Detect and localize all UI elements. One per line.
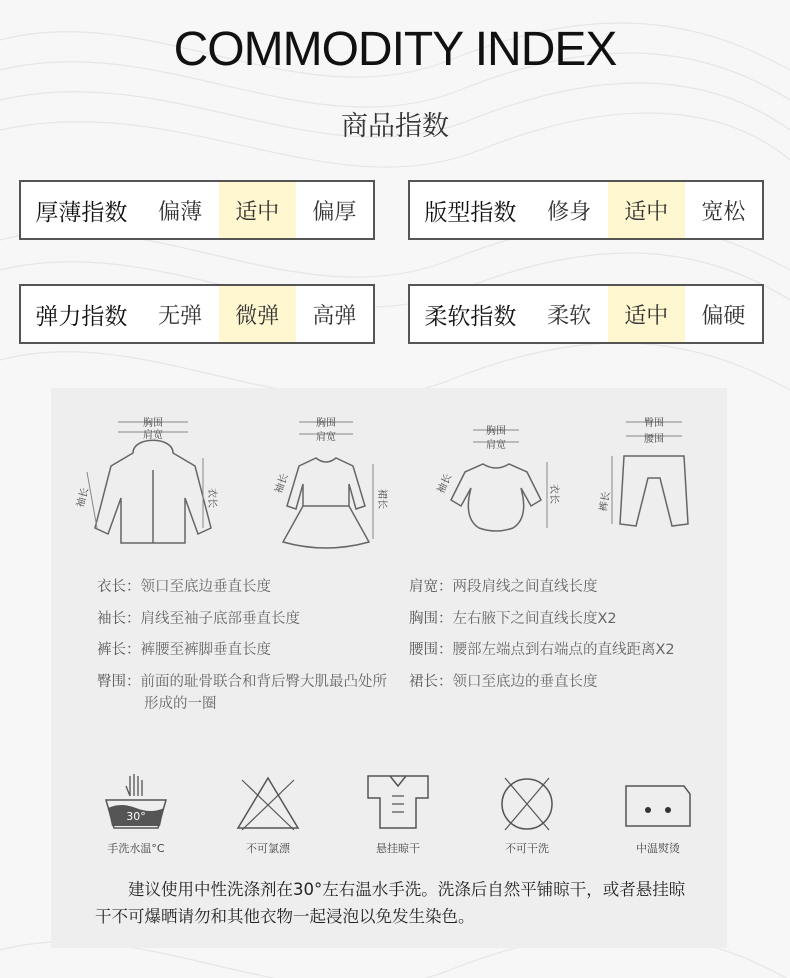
care-no-dry-clean	[472, 770, 582, 856]
thickness-index	[19, 180, 375, 240]
length-label: 衣长	[206, 488, 217, 508]
care-hang-dry	[343, 770, 453, 856]
length-label: 衣长	[548, 484, 559, 504]
measure-item: 腰围：腰部左端点到右端点的直线距离X2	[409, 642, 675, 658]
index-option: 宽松	[701, 199, 746, 225]
fit-index	[408, 180, 764, 240]
index-option: 修身	[547, 199, 592, 225]
iron-icon	[618, 770, 698, 834]
shoulder-label: 肩宽	[316, 432, 336, 443]
no-bleach-icon	[228, 770, 308, 834]
index-option-selected: 适中	[219, 182, 296, 238]
index-option: 偏厚	[312, 199, 357, 225]
page-subtitle: 商品指数	[341, 111, 449, 142]
measure-item: 袖长：肩线至袖子底部垂直长度	[97, 611, 300, 627]
care-advice-text: 建议使用中性洗涤剂在30°左右温水手洗。洗涤后自然平铺晾干，或者悬挂晾干不可爆晒请勿和其他衣物一起浸泡以免发生染色。	[95, 880, 686, 926]
index-option: 柔软	[547, 303, 592, 329]
waist-label: 腰围	[644, 434, 664, 445]
shoulder-label: 肩宽	[143, 430, 163, 441]
index-label: 厚薄指数	[35, 199, 128, 226]
chest-label: 胸围	[486, 426, 506, 437]
romper-diagram	[431, 418, 561, 538]
chest-label: 胸围	[143, 418, 163, 429]
hang-dry-icon	[358, 770, 438, 834]
no-dry-clean-icon	[487, 770, 567, 834]
measure-item: 臀围：前面的耻骨联合和背后臀大肌最凸处所形成的一圈	[97, 674, 387, 712]
shoulder-label: 肩宽	[486, 440, 506, 451]
care-label: 悬挂晾干	[376, 842, 420, 855]
sleeve-label: 袖长	[273, 472, 291, 496]
care-label: 不可氯漂	[246, 842, 290, 855]
softness-index	[408, 284, 764, 344]
measure-item: 胸围：左右腋下之间直线长度X2	[409, 611, 617, 627]
index-option: 偏薄	[158, 199, 203, 225]
hand-wash-icon	[96, 770, 176, 834]
care-no-bleach	[213, 770, 323, 856]
pants-diagram	[596, 412, 706, 542]
index-option: 高弹	[312, 303, 357, 329]
dress-diagram	[261, 414, 391, 554]
index-option-selected: 适中	[608, 286, 685, 342]
chest-label: 胸围	[316, 418, 336, 429]
page-title: COMMODITY INDEX	[173, 23, 617, 76]
index-option-selected: 微弹	[219, 286, 296, 342]
measure-item: 衣长：领口至底边垂直长度	[97, 579, 271, 595]
care-label: 中温熨烫	[636, 842, 680, 855]
index-option: 偏硬	[701, 303, 746, 329]
jacket-diagram	[73, 408, 233, 558]
hip-label: 臀围	[644, 418, 664, 429]
wash-temp-label: 30°	[126, 810, 146, 823]
measure-item: 裤长：裤腰至裤脚垂直长度	[97, 642, 271, 658]
elasticity-index	[19, 284, 375, 344]
measure-item: 裙长：领口至底边的垂直长度	[409, 674, 598, 690]
care-medium-iron	[603, 770, 713, 856]
pants-length-label: 裤长	[598, 490, 613, 513]
sleeve-label: 袖长	[435, 472, 455, 496]
index-label: 柔软指数	[424, 303, 517, 330]
index-label: 弹力指数	[35, 303, 128, 330]
index-option: 无弹	[158, 303, 203, 329]
measure-item: 肩宽：两段肩线之间直线长度	[409, 579, 598, 595]
care-hand-wash	[81, 770, 191, 856]
care-label: 不可干洗	[505, 842, 549, 855]
care-label: 手洗水温°C	[107, 842, 165, 855]
size-guide-panel	[51, 388, 727, 948]
sleeve-label: 袖长	[75, 486, 92, 509]
index-option-selected: 适中	[608, 182, 685, 238]
index-label: 版型指数	[424, 199, 517, 226]
length-label: 裙长	[376, 489, 387, 509]
